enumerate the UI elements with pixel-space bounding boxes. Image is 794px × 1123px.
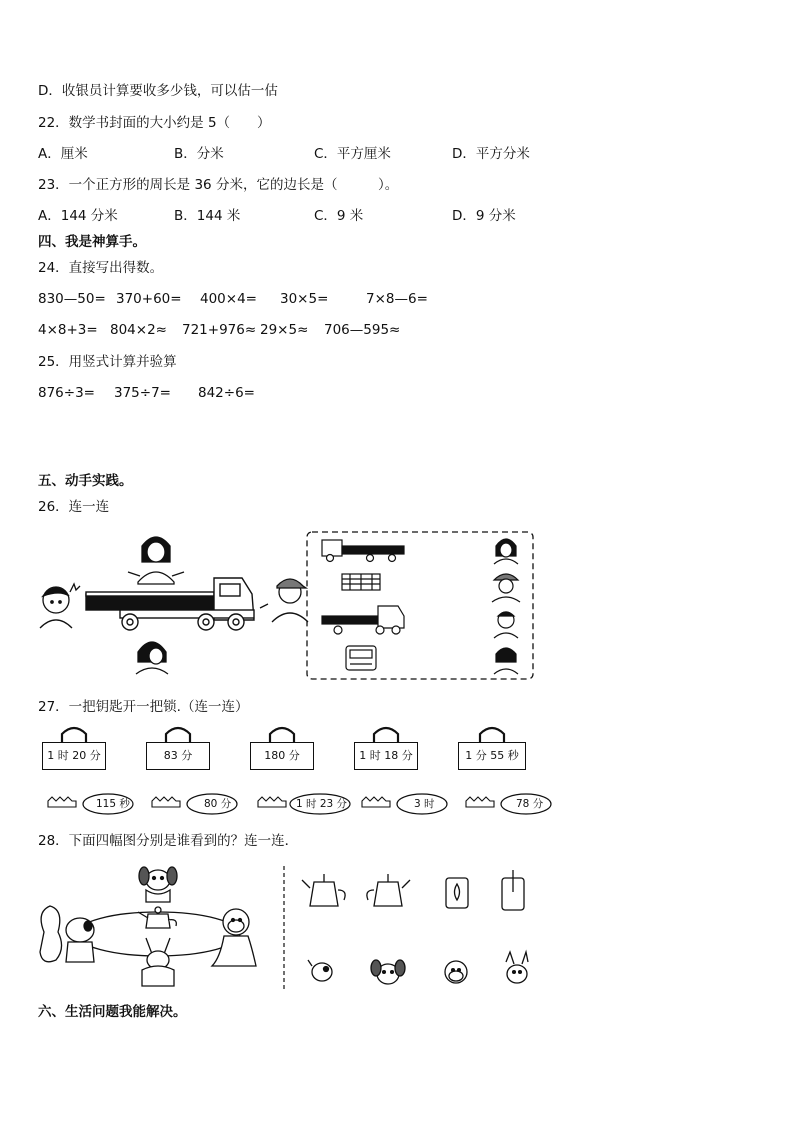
lock-shackle-icon — [146, 724, 210, 742]
teapot-view-3[interactable] — [446, 878, 468, 908]
child-top-figure — [128, 537, 184, 584]
lock[interactable] — [458, 724, 526, 776]
q22-option-c: C．平方厘米 — [314, 146, 391, 162]
q28-illustration — [36, 862, 536, 996]
q27-stem: 27．一把钥匙开一把锁.（连一连） — [38, 699, 249, 715]
child-left-figure — [40, 584, 80, 628]
truck-side-figure — [86, 578, 254, 630]
q25-item: 375÷7= — [114, 385, 171, 401]
truck-view-side-right[interactable] — [322, 606, 404, 634]
key[interactable] — [464, 792, 552, 816]
lock[interactable] — [250, 724, 314, 776]
dog-figure — [139, 867, 177, 902]
dog-head-icon[interactable] — [371, 960, 405, 984]
lock-label: 1 时 18 分 — [354, 742, 418, 770]
truck-view-back[interactable] — [342, 574, 380, 590]
squirrel-figure — [40, 906, 94, 962]
child-view-worker[interactable] — [492, 574, 520, 602]
key-label: 80 分 — [204, 798, 232, 810]
q23-option-b: B．144 米 — [174, 208, 241, 224]
q24-item: 29×5≈ — [260, 322, 309, 338]
q28-stem: 28．下面四幅图分别是谁看到的？连一连． — [38, 833, 299, 849]
section-6-heading: 六、生活问题我能解决。 — [38, 1004, 187, 1020]
q24-item: 400×4= — [200, 291, 257, 307]
lock-label: 1 时 20 分 — [42, 742, 106, 770]
q22-options — [38, 145, 598, 163]
q22-option-d: D．平方分米 — [452, 146, 530, 162]
q24-item: 4×8+3= — [38, 322, 98, 338]
q24-item: 804×2≈ — [110, 322, 167, 338]
q23-option-a: A．144 分米 — [38, 208, 118, 224]
child-right-figure — [260, 579, 308, 622]
lock-shackle-icon — [458, 724, 526, 742]
lock-shackle-icon — [250, 724, 314, 742]
q24-item: 706—595≈ — [324, 322, 401, 338]
lock-shackle-icon — [354, 724, 418, 742]
lock[interactable] — [42, 724, 106, 776]
q24-item: 370+60= — [116, 291, 182, 307]
q25-items — [38, 384, 298, 402]
child-view-boy[interactable] — [494, 612, 518, 638]
key-label: 3 时 — [414, 798, 435, 810]
lock-label: 1 分 55 秒 — [458, 742, 526, 770]
squirrel-head-icon[interactable] — [308, 960, 332, 981]
q22-option-a: A．厘米 — [38, 146, 88, 162]
lock[interactable] — [354, 724, 418, 776]
q24-item: 7×8—6= — [366, 291, 428, 307]
q21-option-d: D．收银员计算要收多少钱，可以估一估 — [38, 83, 278, 99]
q23-option-d: D．9 分米 — [452, 208, 516, 224]
q24-row-1 — [38, 290, 458, 308]
q22-stem: 22．数学书封面的大小约是 5（ ） — [38, 115, 271, 131]
teapot-view-2[interactable] — [367, 874, 410, 906]
q24-item: 721+976≈ — [182, 322, 257, 338]
table-scene-figure — [40, 867, 256, 986]
teapot-view-4[interactable] — [502, 870, 524, 910]
key-label: 115 秒 — [96, 798, 130, 810]
key[interactable] — [360, 792, 448, 816]
child-view-girl-top[interactable] — [494, 539, 518, 564]
q27-locks-keys — [36, 724, 546, 820]
q24-item: 30×5= — [280, 291, 329, 307]
section-4-heading: 四、我是神算手。 — [38, 234, 146, 250]
lock-label: 180 分 — [250, 742, 314, 770]
key[interactable] — [150, 792, 238, 816]
teapot-view-1[interactable] — [302, 874, 345, 906]
q23-options — [38, 207, 598, 225]
q26-stem: 26．连一连 — [38, 499, 110, 515]
truck-view-front[interactable] — [346, 646, 376, 670]
section-5-heading: 五、动手实践。 — [38, 473, 133, 489]
monkey-head-icon[interactable] — [445, 961, 467, 983]
key[interactable] — [256, 792, 352, 816]
q22-option-b: B．分米 — [174, 146, 224, 162]
q24-stem: 24．直接写出得数。 — [38, 260, 164, 276]
q24-item: 830—50= — [38, 291, 106, 307]
q25-item: 842÷6= — [198, 385, 255, 401]
key-label: 78 分 — [516, 798, 544, 810]
lock[interactable] — [146, 724, 210, 776]
child-bottom-figure — [136, 642, 168, 674]
q23-stem: 23．一个正方形的周长是 36 分米，它的边长是（ ）。 — [38, 177, 399, 193]
truck-view-side-left[interactable] — [322, 540, 404, 562]
q26-illustration — [30, 528, 540, 686]
q25-stem: 25．用竖式计算并验算 — [38, 354, 177, 370]
lock-label: 83 分 — [146, 742, 210, 770]
child-view-girl-back[interactable] — [494, 648, 518, 674]
q24-row-2 — [38, 321, 458, 339]
key[interactable] — [46, 792, 134, 816]
key-label: 1 时 23 分 — [296, 798, 348, 810]
lock-shackle-icon — [42, 724, 106, 742]
q25-item: 876÷3= — [38, 385, 95, 401]
q23-option-c: C．9 米 — [314, 208, 364, 224]
rabbit-head-icon[interactable] — [506, 952, 528, 983]
